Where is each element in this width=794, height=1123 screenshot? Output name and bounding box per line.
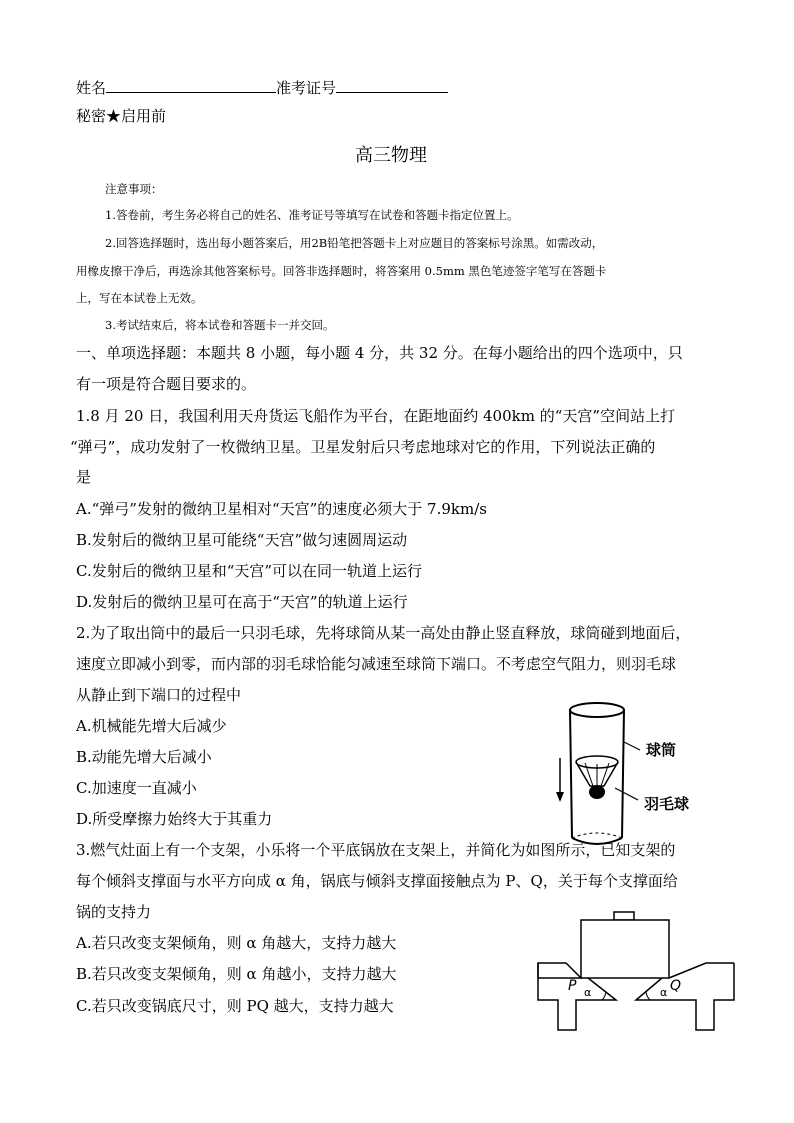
question-stem: 从静止到下端口的过程中 — [76, 686, 242, 704]
notice-item: 1.答卷前，考生务必将自己的姓名、准考证号等填写在试卷和答题卡指定位置上。 — [105, 208, 519, 222]
question-stem: 2.为了取出筒中的最后一只羽毛球，先将球筒从某一高处由静止竖直释放，球筒碰到地面后， — [76, 624, 691, 642]
option-b: B.动能先增大后减小 — [76, 748, 212, 766]
option-d: D.发射后的微纳卫星可在高于“天宫”的轨道上运行 — [76, 593, 408, 611]
notice-item: 上，写在本试卷上无效。 — [76, 291, 203, 305]
notice-item: 用橡皮擦干净后，再选涂其他答案标号。回答非选择题时，将答案用 0.5mm 黑色笔迹签字笔写在答题卡 — [76, 264, 607, 278]
notice-heading: 注意事项： — [105, 182, 163, 196]
section-heading: 有一项是符合题目要求的。 — [76, 375, 257, 393]
option-c: C.若只改变锅底尺寸，则 PQ 越大，支持力越大 — [76, 997, 394, 1015]
option-a: A.“弹弓”发射的微纳卫星相对“天宫”的速度必须大于 7.9km/s — [76, 500, 487, 518]
alpha-left-label: α — [584, 986, 592, 999]
option-c: C.加速度一直减小 — [76, 779, 197, 797]
name-blank[interactable] — [106, 76, 276, 93]
alpha-right-label: α — [660, 986, 668, 999]
option-c: C.发射后的微纳卫星和“天宫”可以在同一轨道上运行 — [76, 562, 423, 580]
pan-diagram — [536, 908, 736, 1038]
confidential-mark: 秘密★启用前 — [76, 107, 167, 125]
question-stem: 速度立即减小到零，而内部的羽毛球恰能匀减速至球筒下端口。不考虑空气阻力，则羽毛球 — [76, 655, 677, 673]
option-b: B.若只改变支架倾角，则 α 角越小，支持力越大 — [76, 965, 397, 983]
q-point-label: Q — [670, 978, 682, 994]
exam-no-label: 准考证号 — [276, 79, 337, 97]
question-stem: 3.燃气灶面上有一个支架，小乐将一个平底锅放在支架上，并简化为如图所示，已知支架的 — [76, 841, 676, 859]
option-a: A.若只改变支架倾角，则 α 角越大，支持力越大 — [76, 934, 397, 952]
section-heading: 一、单项选择题：本题共 8 小题，每小题 4 分，共 32 分。在每小题给出的四个选项中，只 — [76, 344, 683, 362]
shuttlecock-label: 羽毛球 — [644, 795, 690, 813]
question-stem: 1.8 月 20 日，我国利用天舟货运飞船作为平台，在距地面约 400km 的“天宫”空间站上打 — [76, 407, 676, 425]
notice-item: 2.回答选择题时，选出每小题答案后，用2B铅笔把答题卡上对应题目的答案标号涂黑。如需改动， — [105, 236, 604, 250]
tube-label: 球筒 — [646, 741, 677, 759]
question-stem: 是 — [76, 468, 92, 486]
question-stem: 每个倾斜支撑面与水平方向成 α 角，锅底与倾斜支撑面接触点为 P、Q，关于每个支撑面给 — [76, 872, 678, 890]
option-b: B.发射后的微纳卫星可能绕“天宫”做匀速圆周运动 — [76, 531, 408, 549]
page-title: 高三物理 — [355, 145, 427, 166]
pan-stand-figure — [536, 908, 736, 1038]
question-stem: “弹弓”，成功发射了一枚微纳卫星。卫星发射后只考虑地球对它的作用，下列说法正确的 — [70, 438, 656, 456]
option-a: A.机械能先增大后减少 — [76, 717, 227, 735]
option-d: D.所受摩擦力始终大于其重力 — [76, 810, 273, 828]
shuttlecock-tube-figure — [540, 700, 730, 850]
exam-no-blank[interactable] — [336, 76, 448, 93]
name-label: 姓名 — [76, 79, 107, 97]
tube-diagram — [540, 700, 730, 850]
p-point-label: P — [568, 978, 577, 994]
notice-item: 3.考试结束后，将本试卷和答题卡一并交回。 — [105, 318, 335, 332]
name-field-row — [76, 76, 448, 98]
question-stem: 锅的支持力 — [76, 903, 152, 921]
